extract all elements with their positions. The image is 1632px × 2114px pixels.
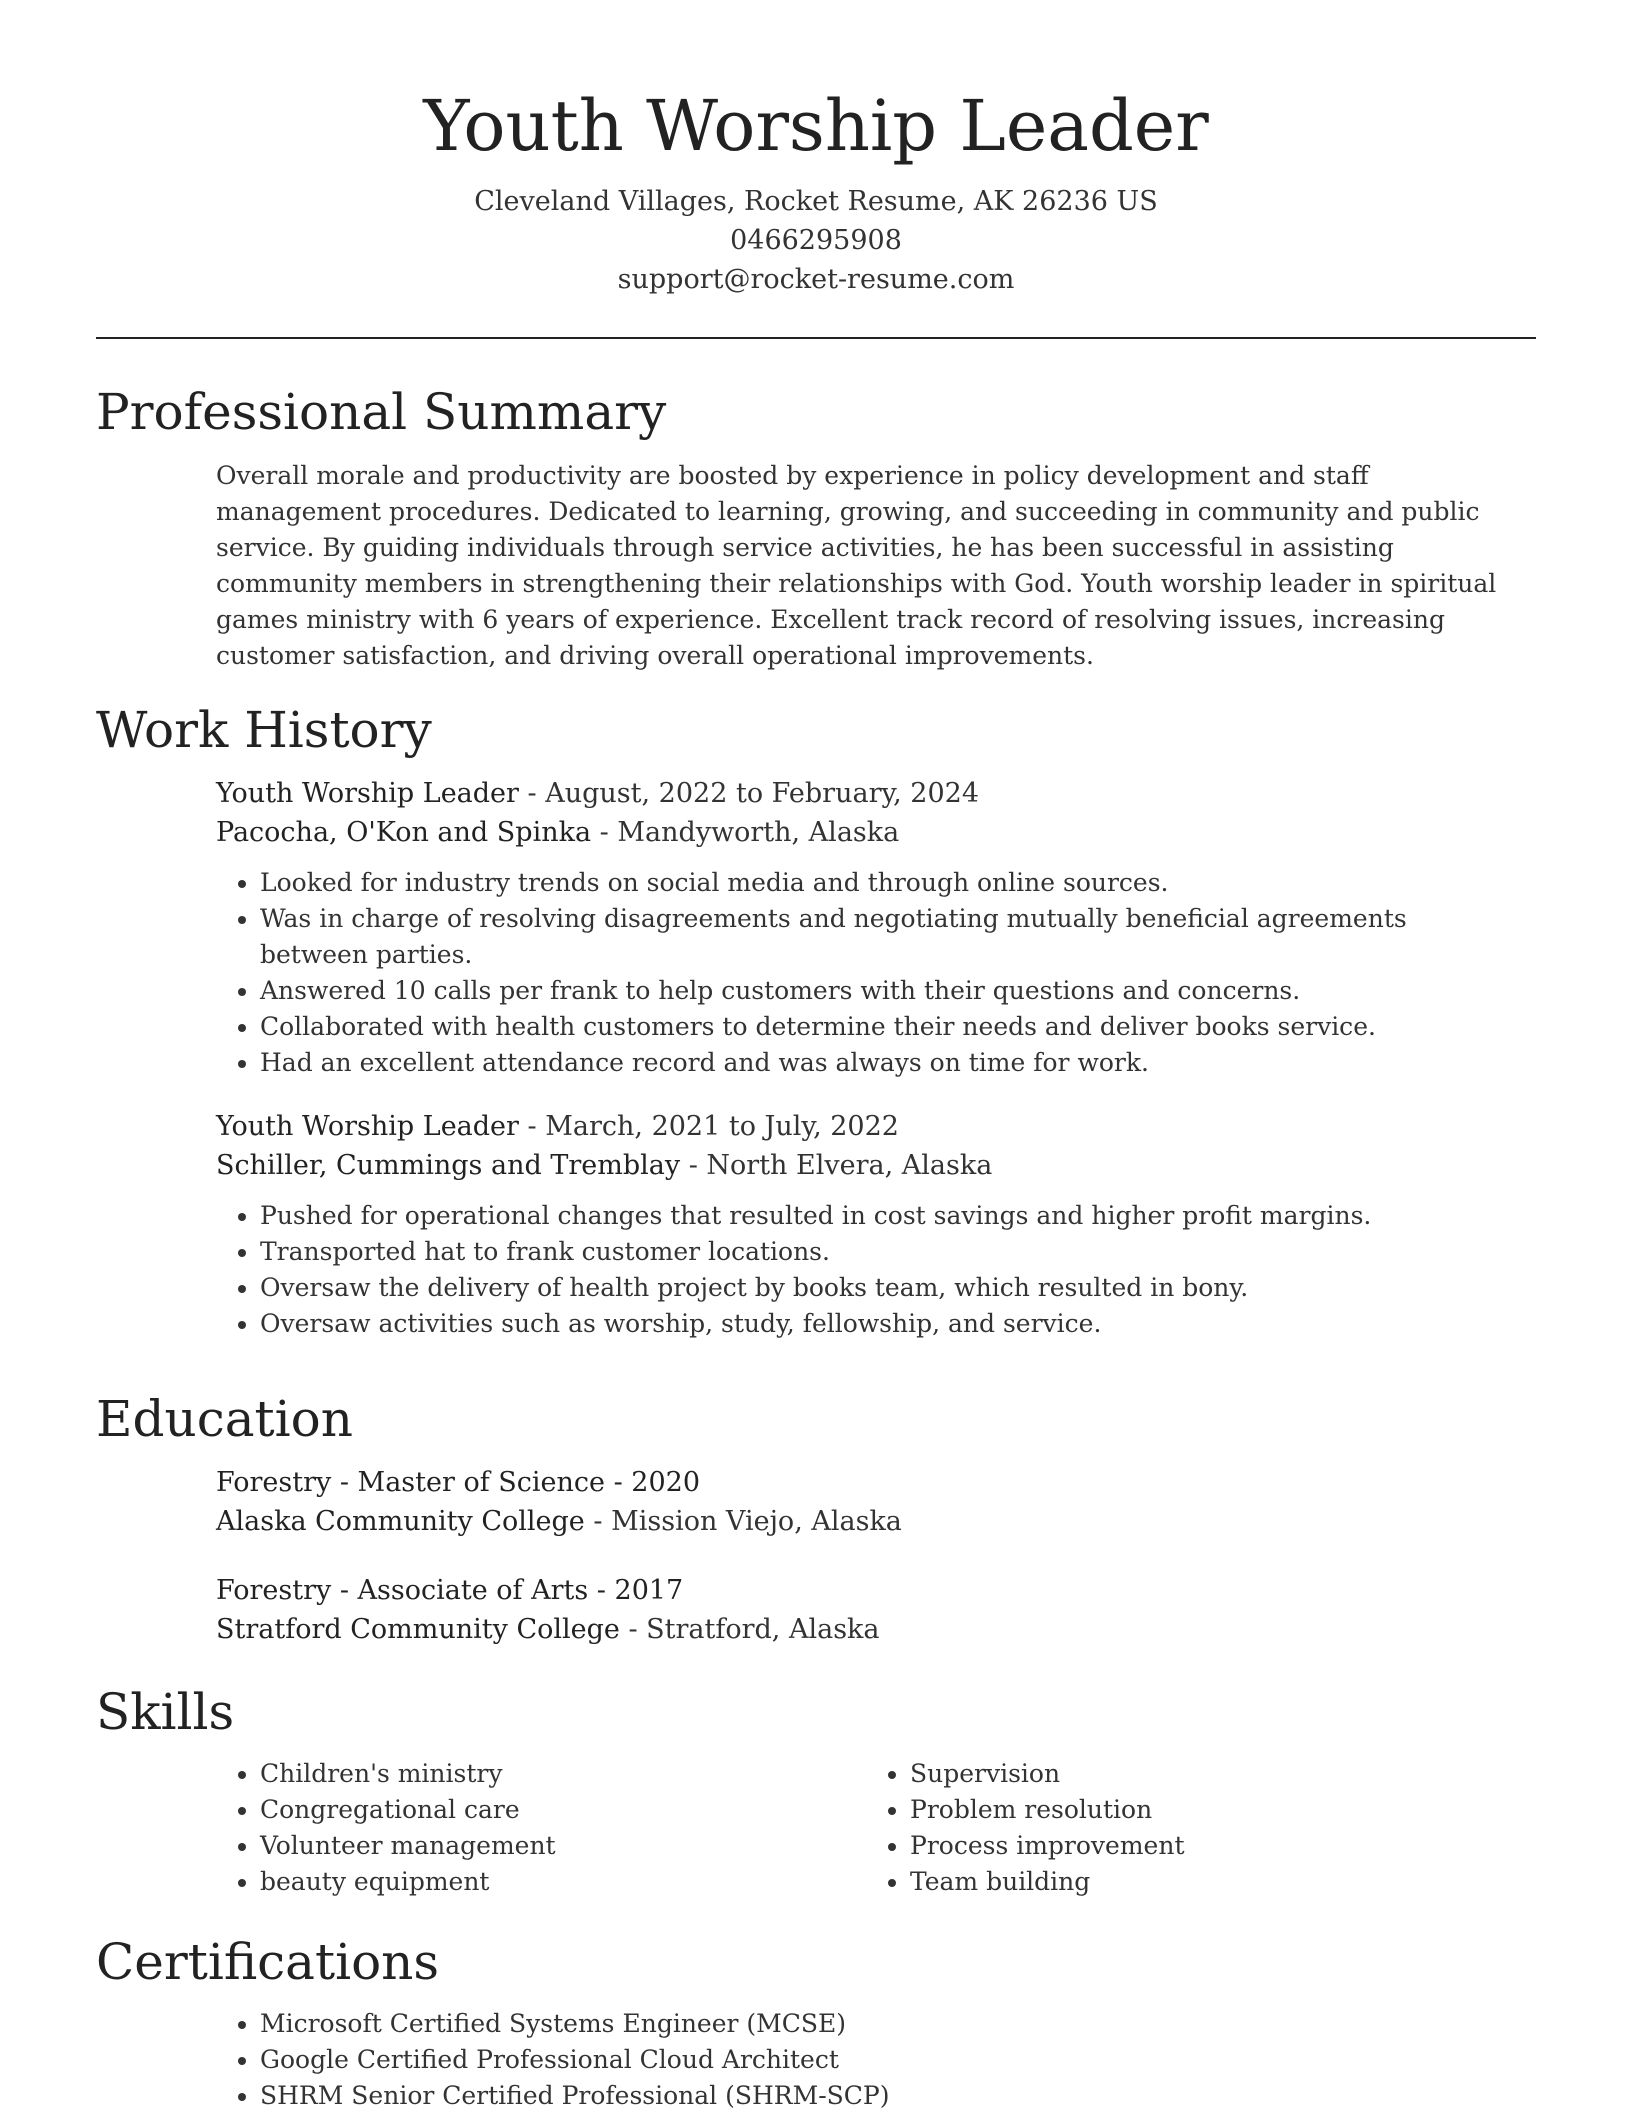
skills-columns [216,1756,1516,1900]
certification-item: • SHRM Senior Certified Professional (SHRM-SCP) [260,2078,1516,2114]
certification-item: • Google Certified Professional Cloud Architect [260,2042,1516,2078]
skill-item: • Team building [910,1864,1516,1900]
email: support@rocket-resume.com [617,264,1015,295]
job-title-line [216,774,1516,813]
list-item: • Oversaw the delivery of health project by books team, which resulted in bony. [260,1270,1516,1306]
skill-item: • beauty equipment [260,1864,866,1900]
list-item: • Transported hat to frank customer locations. [260,1234,1516,1270]
summary-section [96,380,1536,674]
job-bullets [216,865,1516,1081]
list-item: • Oversaw activities such as worship, study, fellowship, and service. [260,1306,1516,1342]
school-location: - Stratford, Alaska [619,1614,880,1645]
certifications-list [216,2006,1516,2114]
certification-item: • Microsoft Certified Systems Engineer (MCSE) [260,2006,1516,2042]
skills-list-left [216,1756,866,1900]
phone: 0466295908 [730,225,902,256]
school-name: Stratford Community College [216,1614,620,1645]
job-entry [216,774,1516,1081]
education-entry [216,1571,1516,1649]
job-role: Youth Worship Leader [216,778,519,809]
skill-item: • Volunteer management [260,1828,866,1864]
header-divider [96,337,1536,339]
summary-body [216,458,1516,674]
list-item: • Pushed for operational changes that resulted in cost savings and higher profit margins. [260,1198,1516,1234]
contact-block [96,182,1536,299]
resume-header [96,0,1536,339]
summary-text: Overall morale and productivity are boosted by experience in policy development and staff management procedures. Dedicated to learning, growing, and succeeding in community and public service. By guiding individuals through service activities, he has been successful in assisting community members in strengthening their relationships with God. Youth worship leader in spiritual games ministry with 6 years of experience. Excellent track record of resolving issues, increasing customer satisfaction, and driving overall operational improvements. [216,461,1497,670]
work-section [96,698,1536,1342]
job-location: - Mandyworth, Alaska [591,817,900,848]
work-title: Work History [96,701,432,759]
candidate-name: Youth Worship Leader [423,85,1209,167]
skill-item: • Process improvement [910,1828,1516,1864]
job-company-line [216,1146,1516,1185]
skills-section [96,1680,1536,1900]
job-dates: - August, 2022 to February, 2024 [518,778,980,809]
school-line [216,1502,1516,1541]
job-company: Pacocha, O'Kon and Spinka [216,817,592,848]
skill-item: • Children's ministry [260,1756,866,1792]
job-location: - North Elvera, Alaska [680,1150,993,1181]
job-company: Schiller, Cummings and Tremblay [216,1150,681,1181]
skills-list-right [866,1756,1516,1900]
list-item: • Had an excellent attendance record and was always on time for work. [260,1045,1516,1081]
skill-item: • Supervision [910,1756,1516,1792]
education-entry [216,1463,1516,1541]
degree-line: Forestry - Associate of Arts - 2017 [216,1575,684,1606]
summary-title: Professional Summary [96,383,667,441]
job-title-line [216,1107,1516,1146]
education-title: Education [96,1390,353,1448]
job-entry [216,1107,1516,1342]
job-bullets [216,1198,1516,1342]
list-item: • Collaborated with health customers to determine their needs and deliver books service. [260,1009,1516,1045]
school-location: - Mission Viejo, Alaska [584,1506,902,1537]
job-company-line [216,813,1516,852]
school-line [216,1610,1516,1649]
skill-item: • Congregational care [260,1792,866,1828]
job-role: Youth Worship Leader [216,1111,519,1142]
certifications-body [216,2006,1516,2114]
certifications-section [96,1930,1536,2114]
job-dates: - March, 2021 to July, 2022 [518,1111,899,1142]
degree-line: Forestry - Master of Science - 2020 [216,1467,701,1498]
address: Cleveland Villages, Rocket Resume, AK 26236 US [474,186,1158,217]
school-name: Alaska Community College [216,1506,585,1537]
skill-item: • Problem resolution [910,1792,1516,1828]
skills-title: Skills [96,1683,235,1741]
education-section [96,1387,1536,1649]
certifications-title: Certifications [96,1933,440,1991]
list-item: • Was in charge of resolving disagreements and negotiating mutually beneficial agreements between parties. [260,901,1516,973]
resume-page [96,0,1536,2110]
list-item: • Answered 10 calls per frank to help customers with their questions and concerns. [260,973,1516,1009]
list-item: • Looked for industry trends on social media and through online sources. [260,865,1516,901]
